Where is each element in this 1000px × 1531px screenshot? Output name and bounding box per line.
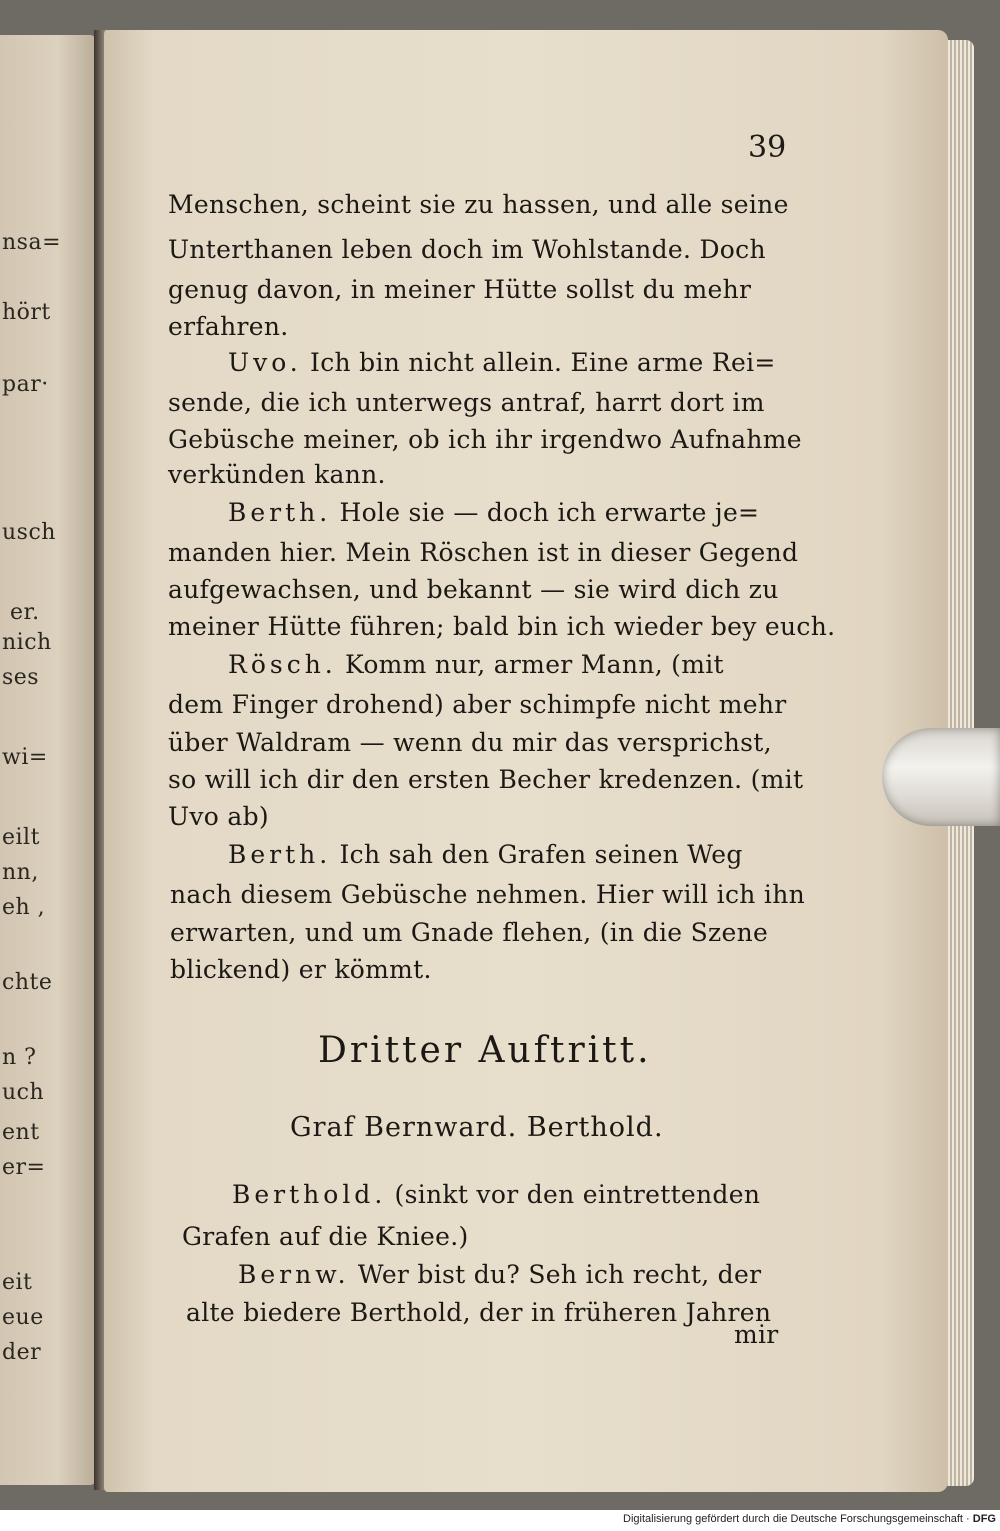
text-line: verkünden kann. xyxy=(168,460,386,489)
text-line: genug davon, in meiner Hütte sollst du mehr xyxy=(168,275,752,304)
speaker-name: Berth. xyxy=(228,840,332,869)
left-fragment: eh , xyxy=(2,895,46,920)
text-line: Berth. Hole sie — doch ich erwarte je= xyxy=(228,498,760,527)
text-line: nach diesem Gebüsche nehmen. Hier will ich ihn xyxy=(170,880,806,909)
text-line: blickend) er kömmt. xyxy=(170,955,432,984)
text-line: Bernw. Wer bist du? Seh ich recht, der xyxy=(238,1260,762,1289)
text-line: Menschen, scheint sie zu hassen, und alle seine xyxy=(168,190,789,219)
left-fragment: eit xyxy=(2,1270,33,1295)
characters-line: Graf Bernward. Berthold. xyxy=(290,1112,664,1143)
left-fragment: nsa= xyxy=(2,230,62,255)
text-line: Berthold. (sinkt vor den eintrettenden xyxy=(232,1180,761,1209)
page-number: 39 xyxy=(748,130,787,165)
left-fragment: ent xyxy=(2,1120,40,1145)
text-line: aufgewachsen, und bekannt — sie wird dich zu xyxy=(168,575,779,604)
text-line: über Waldram — wenn du mir das versprichst, xyxy=(168,728,772,757)
text-line: Uvo ab) xyxy=(168,802,269,831)
left-fragment: nn, xyxy=(2,860,39,885)
left-fragment: chte xyxy=(2,970,53,995)
left-fragment: er. xyxy=(10,600,40,625)
left-fragment: uch xyxy=(2,1080,45,1105)
speaker-name: Berth. xyxy=(228,498,332,527)
text-line: Berth. Ich sah den Grafen seinen Weg xyxy=(228,840,743,869)
text-line: erwarten, und um Gnade flehen, (in die Szene xyxy=(170,918,769,947)
left-fragment: wi= xyxy=(2,745,48,770)
digitization-footer xyxy=(623,1513,996,1525)
text-line: Grafen auf die Kniee.) xyxy=(182,1222,469,1251)
speaker-name: Bernw. xyxy=(238,1260,350,1289)
left-fragment: nich xyxy=(2,630,52,655)
speaker-name: Rösch. xyxy=(228,650,337,679)
text-line: Uvo. Ich bin nicht allein. Eine arme Rei= xyxy=(228,348,776,377)
text-line: Unterthanen leben doch im Wohlstande. Doch xyxy=(168,235,766,264)
text-line: alte biedere Berthold, der in früheren Jahren xyxy=(186,1298,772,1327)
speaker-name: Uvo. xyxy=(228,348,302,377)
left-fragment: eilt xyxy=(2,825,40,850)
text-line: so will ich dir den ersten Becher kredenzen. (mit xyxy=(168,765,804,794)
left-fragment: usch xyxy=(2,520,56,545)
text-line: manden hier. Mein Röschen ist in dieser Gegend xyxy=(168,538,799,567)
text-line: erfahren. xyxy=(168,312,289,341)
text-line: dem Finger drohend) aber schimpfe nicht mehr xyxy=(168,690,787,719)
left-fragment: ses xyxy=(2,665,40,690)
left-fragment: eue xyxy=(2,1305,44,1330)
left-fragment: n ? xyxy=(2,1045,37,1070)
left-page xyxy=(0,35,96,1485)
dfg-logo: DFG xyxy=(972,1513,996,1525)
speaker-name: Berthold. xyxy=(232,1180,387,1209)
text-line: Gebüsche meiner, ob ich ihr irgendwo Aufnahme xyxy=(168,425,802,454)
left-fragment: er= xyxy=(2,1155,46,1180)
left-fragment: der xyxy=(2,1340,42,1365)
left-fragment: hört xyxy=(2,300,51,325)
text-line: sende, die ich unterwegs antraf, harrt dort im xyxy=(168,388,765,417)
catchword: mir xyxy=(734,1320,779,1349)
left-fragment: par· xyxy=(2,372,49,397)
text-line: Rösch. Komm nur, armer Mann, (mit xyxy=(228,650,724,679)
footer-text: Digitalisierung gefördert durch die Deutsche Forschungsgemeinschaft · xyxy=(623,1513,970,1525)
page-clip xyxy=(882,728,1000,826)
text-line: meiner Hütte führen; bald bin ich wieder bey euch. xyxy=(168,612,836,641)
scene-heading: Dritter Auftritt. xyxy=(318,1030,652,1071)
